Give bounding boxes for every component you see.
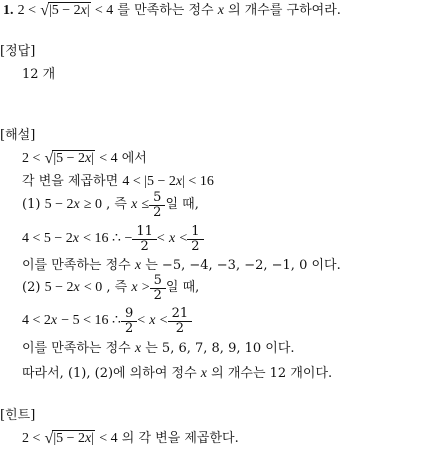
solution-line-2: 각 변을 제곱하면 4 < |5 − 2x| < 16 — [22, 174, 214, 189]
case-2-condition: (2) 5 − 2 x < 0 , 즉 x > $\frac{5}{2}$ 일 때, — [22, 272, 200, 303]
case-1-condition: (1) 5 − 2 x ≥ 0 , 즉 x ≤ $\frac{5}{2}$ 일 때, — [22, 189, 199, 220]
sqrt-expression: √|5 − 2x| — [40, 2, 90, 19]
hint-text: 2 < √|5 − 2x| < 4 의 각 변을 제곱한다. — [22, 430, 239, 447]
case-1-result: 이를 만족하는 정수 x 는 −5, −4, −3, −2, −1, 0 이다. — [22, 258, 341, 273]
problem-statement: 1. 2 < √|5 − 2x| < 4 를 만족하는 정수 x 의 개수를 구하여라. — [3, 2, 341, 19]
problem-number: 1. — [3, 3, 14, 18]
answer-value: 12 개 — [22, 67, 56, 82]
case-1-inequality: 4 < 5 − 2 x < 16 ∴ − $\frac{11}{2}$ < x < $\frac{1}{2}$ — [22, 226, 204, 252]
case-2-inequality: 4 < 2 x − 5 < 16 ∴ $\frac{9}{2}$ < x < $\frac{21}{2}$ — [22, 307, 192, 335]
answer-header: [정답] — [0, 44, 36, 59]
hint-header: [힌트] — [0, 408, 36, 423]
solution-line-1: 2 < √|5 − 2x| < 4 에서 — [22, 150, 147, 167]
solution-header: [해설] — [0, 128, 36, 143]
case-2-result: 이를 만족하는 정수 x 는 5, 6, 7, 8, 9, 10 이다. — [22, 341, 295, 356]
conclusion: 따라서, (1), (2)에 의하여 정수 x 의 개수는 12 개이다. — [22, 366, 333, 381]
